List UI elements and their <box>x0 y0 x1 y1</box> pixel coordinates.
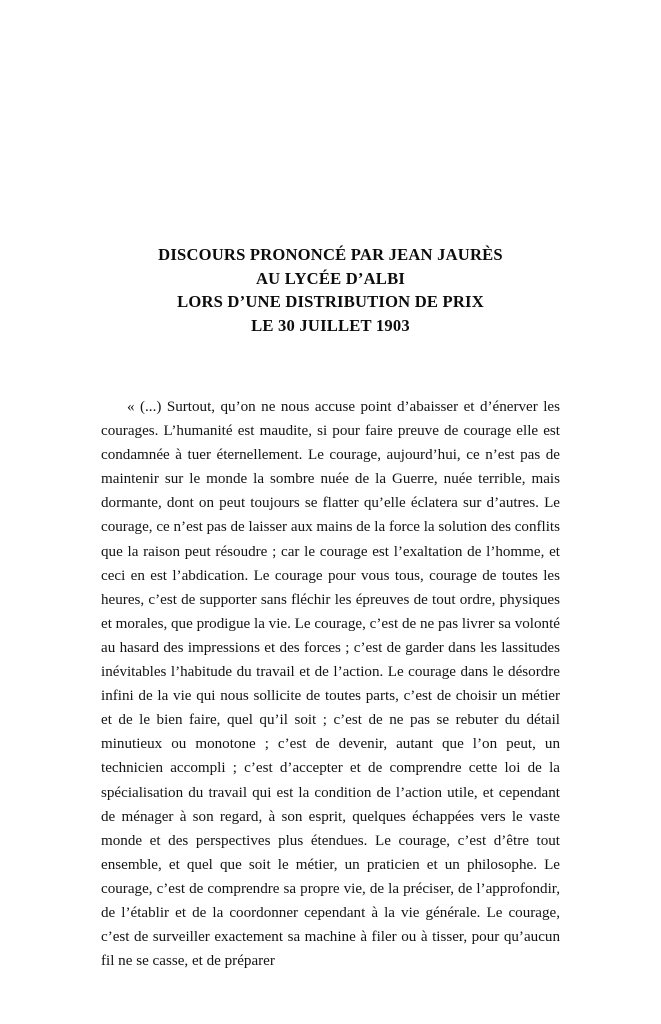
title-line-4: LE 30 JUILLET 1903 <box>251 315 410 335</box>
title-line-1: DISCOURS PRONONCÉ PAR JEAN JAURÈS <box>158 245 503 264</box>
title-line-2: AU LYCÉE D’ALBI <box>256 268 405 288</box>
body-paragraph: « (...) Surtout, qu’on ne nous accuse point d’abaisser et d’énerver les courages. L’humanité est maudite, si pour faire preuve de courage elle est condamnée à tuer éternellement. Le courage, aujourd’hui, ce n’est pas de maintenir sur le monde la sombre nuée de la Guerre, nuée terrible, mais dormante, dont on peut toujours se flatter qu’elle éclatera sur d’autres. Le courage, ce n’est pas de laisser aux mains de la force la solution des conflits que la raison peut résoudre ; car le courage est l’exaltation de l’homme, et ceci en est l’abdication. Le courage pour vous tous, courage de toutes les heures, c’est de supporter sans fléchir les épreuves de tout ordre, physiques et morales, que prodigue la vie. Le courage, c’est de ne pas livrer sa volonté au hasard des impressions et des forces ; c’est de garder dans les lassitudes inévitables l’habitude du travail et de l’action. Le courage dans le désordre infini de la vie qui nous sollicite de toutes parts, c’est de choisir un métier et de le bien faire, quel qu’il soit ; c’est de ne pas se rebuter du détail minutieux ou monotone ; c’est de devenir, autant que l’on peut, un technicien accompli ; c’est d’accepter et de comprendre cette loi de la spécialisation du travail qui est la condition de l’action utile, et cependant de ménager à son regard, à son esprit, quelques échappées vers le vaste monde et des perspectives plus étendues. Le courage, c’est d’être tout ensemble, et quel que soit le métier, un praticien et un philosophe. Le courage, c’est de comprendre sa propre vie, de la préciser, de l’approfondir, de l’établir et de la coordonner cependant à la vie générale. Le courage, c’est de surveiller exactement sa machine à filer ou à tisser, pour qu’aucun fil ne se casse, et de préparer <box>101 399 560 970</box>
document-title <box>101 0 560 337</box>
document-body <box>101 395 560 973</box>
title-line-3: LORS D’UNE DISTRIBUTION DE PRIX <box>177 292 484 311</box>
